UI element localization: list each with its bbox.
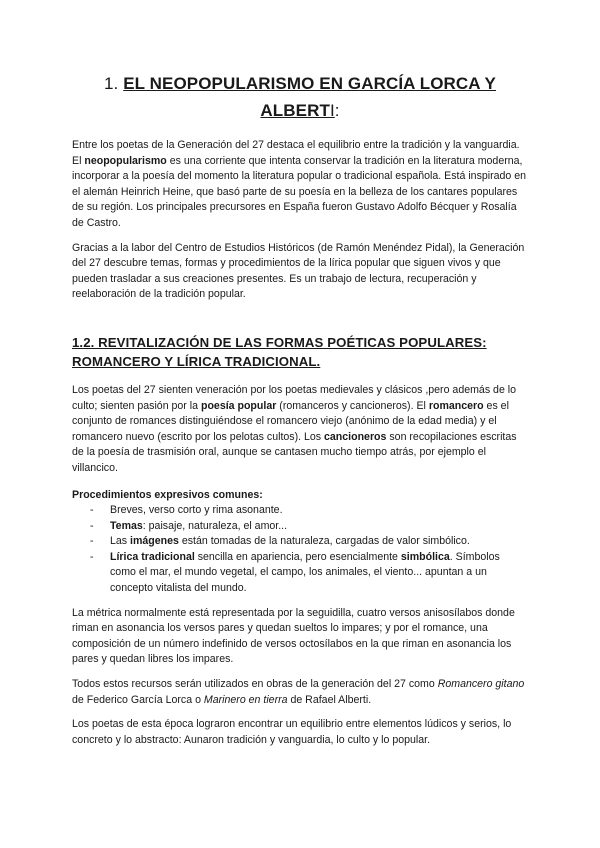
work-marinero-en-tierra: Marinero en tierra — [203, 693, 288, 706]
term-imagenes: imágenes — [130, 535, 179, 548]
term-temas: Temas — [110, 519, 143, 532]
list-item — [90, 503, 528, 519]
metrics-paragraph: La métrica normalmente está representada por la seguidilla, cuatro versos anisosílabos donde riman en asonancia los versos pares y quedan sueltos lo impares; y por el romance, una composición de un número indefinido de versos octosílabos en la que riman en asonancia los pares y quedan libres los impares. — [72, 606, 515, 666]
procedures-title: Procedimientos expresivos comunes: — [72, 488, 263, 501]
work-romancero-gitano: Romancero gitano — [437, 678, 525, 691]
item-4-text-a: sencilla en apariencia, pero esencialmente — [194, 550, 401, 563]
intro-paragraph-1 — [72, 138, 528, 232]
sec-p1-text-g: son recopilaciones escritas de la poesía de trasmisión oral, aunque se cantasen mucho tiempo atrás, por ejemplo el villancico. — [72, 430, 517, 474]
document-title — [72, 0, 528, 124]
intro-p1-text-a: Entre los poetas de la Generación del 27 destaca el equilibrio entre la tradición y la vanguardia. El — [72, 139, 520, 167]
list-item — [90, 550, 528, 597]
item-1-text: Breves, verso corto y rima asonante. — [110, 504, 283, 517]
title-tail: I — [329, 101, 335, 120]
term-neopopularismo: neopopularismo — [84, 154, 167, 167]
procedures-list — [72, 503, 528, 597]
item-3-text-a: Las — [110, 535, 131, 548]
intro-p1-text-c: es una corriente que intenta conservar la tradición en la literatura moderna, incorporar a la poesía del momento la literatura popular o tradicional española. Está inspirado en el alemán Heinrich Heine, que basó parte de su poesía en la belleza de los cantares populares de su región. Los principales precursores en España fueron Gustavo Adolfo Bécquer y Rosalía de Castro. — [72, 154, 527, 229]
term-cancioneros: cancioneros — [324, 430, 387, 443]
title-text: EL NEOPOPULARISMO EN GARCÍA LORCA Y ALBERT — [123, 74, 496, 120]
sec-p1-text-c: (romanceros y cancioneros). El — [276, 399, 429, 412]
term-simbolica: simbólica — [400, 550, 450, 563]
intro-paragraph-2: Gracias a la labor del Centro de Estudios Históricos (de Ramón Menéndez Pidal), la Generación del 27 descubre temas, formas y procedimientos de la lírica popular que siguen vivos y que pueden trasladar a sus creaciones presentes. Es un trabajo de lectura, recuperación y reelaboración de la tradición popular. — [72, 241, 525, 301]
term-romancero: romancero — [428, 399, 484, 412]
list-item — [90, 534, 528, 550]
works-text-e: de Rafael Alberti. — [287, 693, 372, 706]
term-lirica-tradicional: Lírica tradicional — [110, 550, 195, 563]
works-text-a: Todos estos recursos serán utilizados en obras de la generación del 27 como — [72, 678, 438, 691]
term-poesia-popular: poesía popular — [200, 399, 277, 412]
title-number: 1. — [103, 74, 124, 93]
section-heading: 1.2. REVITALIZACIÓN DE LAS FORMAS POÉTICAS POPULARES: ROMANCERO Y LÍRICA TRADICIONAL. — [72, 334, 487, 369]
dash-bullet: - — [90, 535, 94, 548]
item-4-text-d: . Símbolos como el mar, el mundo vegetal, el campo, los animales, el viento... apuntan a un concepto vitalista del mundo. — [110, 550, 500, 595]
item-3-text-c: están tomadas de la naturaleza, cargadas de valor simbólico. — [178, 535, 470, 548]
works-text-c: de Federico García Lorca o — [72, 693, 204, 706]
works-paragraph — [72, 677, 528, 708]
section-paragraph-1 — [72, 383, 528, 477]
conclusion-paragraph: Los poetas de esta época lograron encontrar un equilibrio entre elementos lúdicos y serios, lo concreto y lo abstracto: Aunaron tradición y vanguardia, lo culto y lo popular. — [72, 718, 512, 746]
title-colon: : — [334, 101, 340, 120]
item-2-text: : paisaje, naturaleza, el amor... — [142, 519, 288, 532]
sec-p1-text-a: Los poetas del 27 sienten veneración por los poetas medievales y clásicos ,pero además de lo culto; sienten pasión por la — [72, 383, 517, 412]
list-item — [90, 519, 528, 535]
dash-bullet: - — [90, 519, 94, 532]
sec-p1-text-e: es el conjunto de romances distinguiéndose el romancero viejo (anónimo de la edad media) y el romancero nuevo (escrito por los pelotas cultos). Los — [72, 399, 509, 443]
dash-bullet: - — [90, 504, 94, 517]
dash-bullet: - — [90, 550, 94, 563]
